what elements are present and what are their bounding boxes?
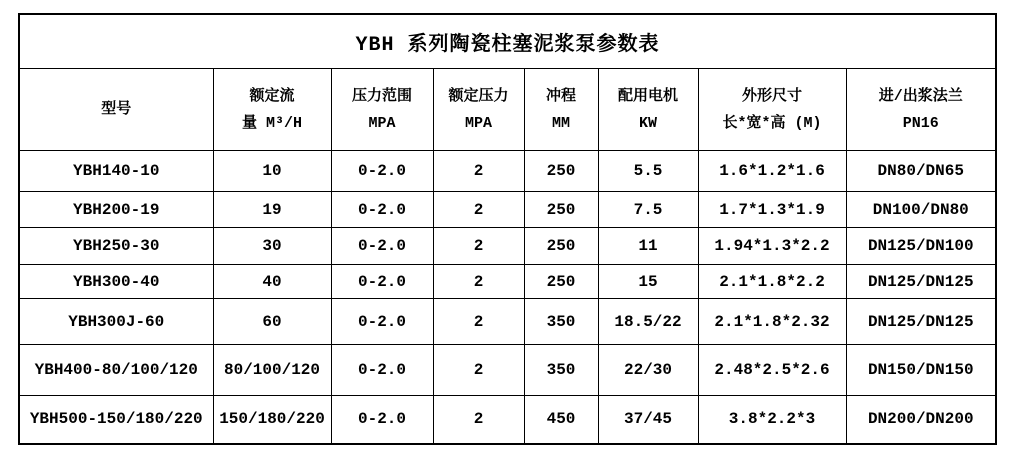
cell-rated-flow: 10 xyxy=(213,151,331,192)
cell-model: YBH140-10 xyxy=(19,151,213,192)
header-motor-power: 配用电机 KW xyxy=(598,69,698,151)
cell-pressure-range: 0-2.0 xyxy=(331,151,433,192)
table-row xyxy=(19,151,996,192)
cell-rated-pressure: 2 xyxy=(433,299,524,345)
table-row xyxy=(19,396,996,444)
cell-motor-power: 11 xyxy=(598,228,698,265)
table-row xyxy=(19,192,996,228)
cell-rated-flow: 30 xyxy=(213,228,331,265)
cell-flange: DN100/DN80 xyxy=(846,192,996,228)
cell-motor-power: 18.5/22 xyxy=(598,299,698,345)
cell-stroke: 250 xyxy=(524,228,598,265)
header-model xyxy=(19,69,213,151)
header-dimensions: 外形尺寸 长*宽*高 (M) xyxy=(698,69,846,151)
cell-stroke: 450 xyxy=(524,396,598,444)
table-row xyxy=(19,228,996,265)
cell-stroke: 350 xyxy=(524,345,598,396)
cell-dimensions: 2.48*2.5*2.6 xyxy=(698,345,846,396)
cell-pressure-range: 0-2.0 xyxy=(331,192,433,228)
cell-flange: DN200/DN200 xyxy=(846,396,996,444)
cell-dimensions: 1.94*1.3*2.2 xyxy=(698,228,846,265)
cell-rated-pressure: 2 xyxy=(433,228,524,265)
cell-stroke: 250 xyxy=(524,151,598,192)
cell-model: YBH400-80/100/120 xyxy=(19,345,213,396)
cell-pressure-range: 0-2.0 xyxy=(331,299,433,345)
header-stroke: 冲程 MM xyxy=(524,69,598,151)
cell-flange: DN150/DN150 xyxy=(846,345,996,396)
header-model-label: 型号 xyxy=(101,101,132,118)
table-row xyxy=(19,345,996,396)
cell-rated-pressure: 2 xyxy=(433,345,524,396)
cell-motor-power: 7.5 xyxy=(598,192,698,228)
cell-motor-power: 15 xyxy=(598,265,698,299)
cell-pressure-range: 0-2.0 xyxy=(331,396,433,444)
cell-dimensions: 1.7*1.3*1.9 xyxy=(698,192,846,228)
cell-rated-flow: 150/180/220 xyxy=(213,396,331,444)
cell-rated-pressure: 2 xyxy=(433,192,524,228)
cell-motor-power: 22/30 xyxy=(598,345,698,396)
cell-model: YBH500-150/180/220 xyxy=(19,396,213,444)
cell-dimensions: 3.8*2.2*3 xyxy=(698,396,846,444)
cell-pressure-range: 0-2.0 xyxy=(331,228,433,265)
table-title: YBH 系列陶瓷柱塞泥浆泵参数表 xyxy=(19,14,996,69)
cell-dimensions: 2.1*1.8*2.32 xyxy=(698,299,846,345)
table-row xyxy=(19,299,996,345)
cell-model: YBH300J-60 xyxy=(19,299,213,345)
cell-dimensions: 2.1*1.8*2.2 xyxy=(698,265,846,299)
pump-parameter-table xyxy=(18,13,997,445)
cell-model: YBH200-19 xyxy=(19,192,213,228)
cell-model: YBH250-30 xyxy=(19,228,213,265)
header-pressure-range: 压力范围 MPA xyxy=(331,69,433,151)
cell-model: YBH300-40 xyxy=(19,265,213,299)
header-rated-pressure: 额定压力 MPA xyxy=(433,69,524,151)
cell-flange: DN80/DN65 xyxy=(846,151,996,192)
cell-stroke: 250 xyxy=(524,265,598,299)
cell-rated-flow: 60 xyxy=(213,299,331,345)
cell-pressure-range: 0-2.0 xyxy=(331,265,433,299)
header-rated-flow: 额定流 量 M³/H xyxy=(213,69,331,151)
cell-flange: DN125/DN125 xyxy=(846,299,996,345)
header-row xyxy=(19,69,996,151)
cell-rated-pressure: 2 xyxy=(433,396,524,444)
cell-dimensions: 1.6*1.2*1.6 xyxy=(698,151,846,192)
cell-flange: DN125/DN125 xyxy=(846,265,996,299)
title-row xyxy=(19,14,996,69)
cell-stroke: 250 xyxy=(524,192,598,228)
cell-rated-flow: 19 xyxy=(213,192,331,228)
cell-stroke: 350 xyxy=(524,299,598,345)
cell-rated-flow: 80/100/120 xyxy=(213,345,331,396)
cell-rated-pressure: 2 xyxy=(433,151,524,192)
cell-flange: DN125/DN100 xyxy=(846,228,996,265)
cell-rated-pressure: 2 xyxy=(433,265,524,299)
header-flange: 进/出浆法兰 PN16 xyxy=(846,69,996,151)
cell-motor-power: 5.5 xyxy=(598,151,698,192)
cell-motor-power: 37/45 xyxy=(598,396,698,444)
table-row xyxy=(19,265,996,299)
cell-pressure-range: 0-2.0 xyxy=(331,345,433,396)
cell-rated-flow: 40 xyxy=(213,265,331,299)
